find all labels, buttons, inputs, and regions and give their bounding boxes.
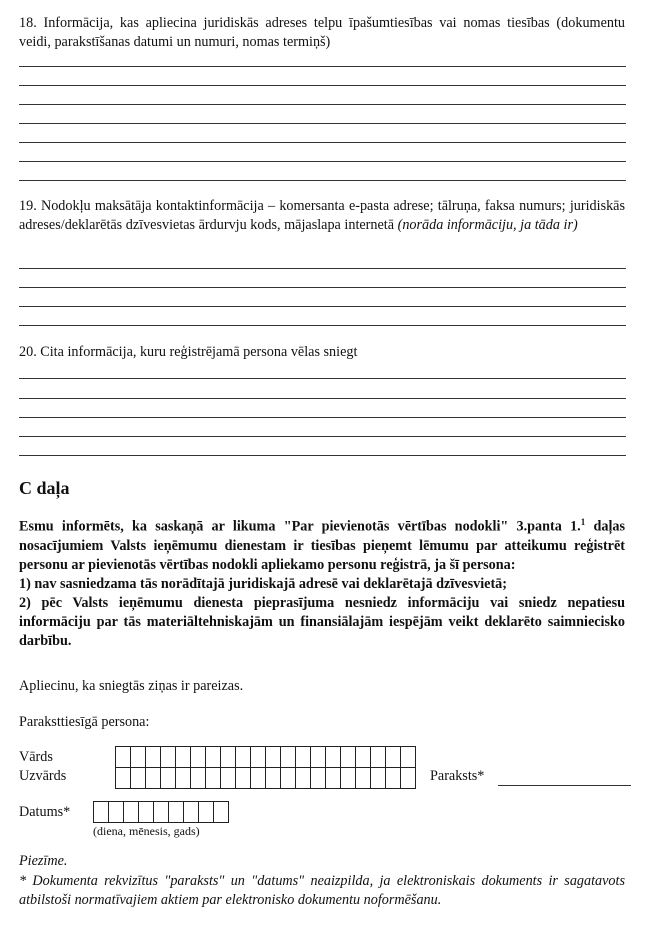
date-cell[interactable] [138,801,154,823]
name-grid[interactable] [115,746,415,768]
signatory-label: Paraksttiesīgā persona: [19,714,150,730]
surname-cell[interactable] [280,767,296,789]
date-cell[interactable] [213,801,229,823]
surname-label: Uzvārds [19,768,67,784]
section-19-text [19,197,625,235]
signature-line[interactable] [498,785,631,786]
name-cell[interactable] [340,746,356,768]
surname-cell[interactable] [190,767,206,789]
section-18-text: 18. Informācija, kas apliecina juridiskās adreses telpu īpašumtiesības vai nomas tiesības (dokumentu veidi, parakstīšanas datumi un numuri, nomas termiņš) [19,15,625,50]
surname-cell[interactable] [160,767,176,789]
name-cell[interactable] [235,746,251,768]
surname-cell[interactable] [370,767,386,789]
name-cell[interactable] [400,746,416,768]
name-cell[interactable] [355,746,371,768]
date-cell[interactable] [153,801,169,823]
answer-line[interactable] [19,66,626,67]
name-cell[interactable] [205,746,221,768]
name-cell[interactable] [115,746,131,768]
surname-cell[interactable] [295,767,311,789]
statement-intro: Esmu informēts, ka saskaņā ar likuma "Par pievienotās vērtības nodokli" 3.panta 1. [19,518,581,535]
surname-cell[interactable] [205,767,221,789]
answer-line[interactable] [19,417,626,418]
answer-line[interactable] [19,398,626,399]
answer-line[interactable] [19,455,626,456]
date-cell[interactable] [183,801,199,823]
surname-cell[interactable] [400,767,416,789]
statement-item-2: 2) pēc Valsts ieņēmumu dienesta pieprasījuma nesniedz informāciju vai sniedz nepatiesu informāciju par tās materiāltehniskajām un finansiālajām iespējām veikt deklarēto saimniecisko darbību. [19,594,625,649]
name-label: Vārds [19,749,53,765]
name-cell[interactable] [175,746,191,768]
surname-cell[interactable] [385,767,401,789]
name-cell[interactable] [145,746,161,768]
date-grid[interactable] [93,801,228,823]
surname-cell[interactable] [325,767,341,789]
answer-line[interactable] [19,180,626,181]
surname-cell[interactable] [340,767,356,789]
confirm-text: Apliecinu, ka sniegtās ziņas ir pareizas. [19,678,244,694]
answer-line[interactable] [19,378,626,379]
surname-cell[interactable] [130,767,146,789]
name-cell[interactable] [190,746,206,768]
part-c-statement [19,513,625,651]
answer-line[interactable] [19,287,626,288]
date-cell[interactable] [168,801,184,823]
date-cell[interactable] [93,801,109,823]
name-cell[interactable] [220,746,236,768]
surname-cell[interactable] [310,767,326,789]
surname-cell[interactable] [265,767,281,789]
name-cell[interactable] [310,746,326,768]
part-c-heading: C daļa [19,478,70,498]
name-cell[interactable] [370,746,386,768]
section-19-main: 19. Nodokļu maksātāja kontaktinformācija – komersanta e-pasta adrese; tālruņa, faksa numurs; juridiskās adreses/deklarētās dzīvesvietas ārdurvju kods, mājaslapa internetā [19,198,625,233]
name-cell[interactable] [385,746,401,768]
name-cell[interactable] [265,746,281,768]
answer-line[interactable] [19,325,626,326]
statement-item-1: 1) nav sasniedzama tās norādītajā juridiskajā adresē vai deklarētajā dzīvesvietā; [19,575,507,592]
note-text: * Dokumenta rekvizītus "paraksts" un "datums" neaizpilda, ja elektroniskais dokuments ir sagatavots atbilstoši normatīvajiem aktiem par elektronisko dokumentu noformēšanu. [19,873,625,908]
name-cell[interactable] [325,746,341,768]
answer-line[interactable] [19,85,626,86]
surname-cell[interactable] [355,767,371,789]
answer-line[interactable] [19,306,626,307]
answer-line[interactable] [19,104,626,105]
date-cell[interactable] [198,801,214,823]
surname-cell[interactable] [250,767,266,789]
name-cell[interactable] [280,746,296,768]
surname-cell[interactable] [145,767,161,789]
name-cell[interactable] [295,746,311,768]
section-19-note: (norāda informāciju, ja tāda ir) [397,217,578,233]
section-20-text: 20. Cita informācija, kuru reģistrējamā persona vēlas sniegt [19,344,358,360]
surname-cell[interactable] [175,767,191,789]
answer-line[interactable] [19,123,626,124]
date-label: Datums* [19,804,71,820]
answer-line[interactable] [19,142,626,143]
signature-label: Paraksts* [430,768,485,784]
date-cell[interactable] [108,801,124,823]
note-title: Piezīme. [19,853,68,869]
name-cell[interactable] [250,746,266,768]
name-cell[interactable] [130,746,146,768]
surname-cell[interactable] [115,767,131,789]
answer-line[interactable] [19,161,626,162]
surname-grid[interactable] [115,767,415,789]
name-cell[interactable] [160,746,176,768]
surname-cell[interactable] [220,767,236,789]
answer-line[interactable] [19,436,626,437]
date-cell[interactable] [123,801,139,823]
answer-line[interactable] [19,268,626,269]
statement-rest: daļas nosacījumiem Valsts ieņēmumu dienestam ir tiesības pieņemt lēmumu par atteikumu reģistrēt personu ar pievienotās vērtības nodokli apliekamo personu reģistrā, ja šī persona: [19,518,625,573]
statement-sup: 1 [580,517,586,527]
surname-cell[interactable] [235,767,251,789]
date-hint: (diena, mēnesis, gads) [93,824,200,838]
